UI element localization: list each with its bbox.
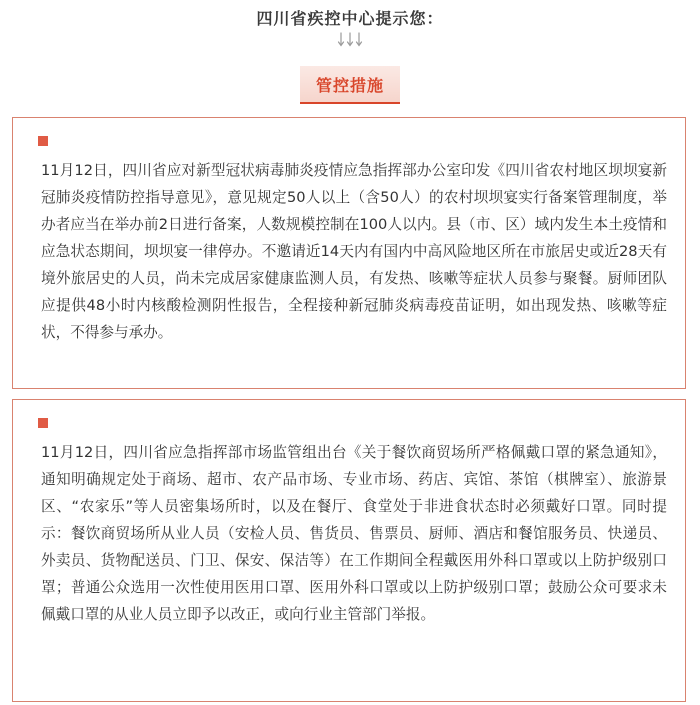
notice-text-2: 11月12日，四川省应急指挥部市场监管组出台《关于餐饮商贸场所严格佩戴口罩的紧急通知》，通知明确规定处于商场、超市、农产品市场、专业市场、药店、宾馆、茶馆（棋牌室）、旅游景区、“农家乐”等人员密集场所时，以及在餐厅、食堂处于非进食状态时必须戴好口罩。同时提示：餐饮商贸场所从业人员（安检人员、售货员、售票员、厨师、酒店和餐馆服务员、快递员、外卖员、货物配送员、门卫、保安、保洁等）在工作期间全程戴医用外科口罩或以上防护级别口罩；普通公众选用一次性使用医用口罩、医用外科口罩或以上防护级别口罩；鼓励公众可要求未佩戴口罩的从业人员立即予以改正，或向行业主管部门举报。 <box>41 444 667 623</box>
notice-card-2 <box>12 399 686 702</box>
notice-card-1 <box>12 117 686 389</box>
square-bullet-icon <box>38 136 48 146</box>
square-bullet-icon <box>38 418 48 428</box>
section-tag-label: 管控措施 <box>315 76 384 95</box>
section-tag <box>300 66 400 104</box>
page-title: 四川省疾控中心提示您： <box>256 9 444 28</box>
notice-text-1: 11月12日，四川省应对新型冠状病毒肺炎疫情应急指挥部办公室印发《四川省农村地区坝坝宴新冠肺炎疫情防控指导意见》，意见规定50人以上（含50人）的农村坝坝宴实行备案管理制度，举办者应当在举办前2日进行备案，人数规模控制在100人以内。县（市、区）域内发生本土疫情和应急状态期间，坝坝宴一律停办。不邀请近14天内有国内中高风险地区所在市旅居史或近28天有境外旅居史的人员，尚未完成居家健康监测人员，有发热、咳嗽等症状人员参与聚餐。厨师团队应提供48小时内核酸检测阴性报告，全程接种新冠肺炎病毒疫苗证明，如出现发热、咳嗽等症状，不得参与承办。 <box>41 162 667 341</box>
triple-down-arrows-icon <box>337 31 363 49</box>
section-tag-underline <box>300 102 400 104</box>
